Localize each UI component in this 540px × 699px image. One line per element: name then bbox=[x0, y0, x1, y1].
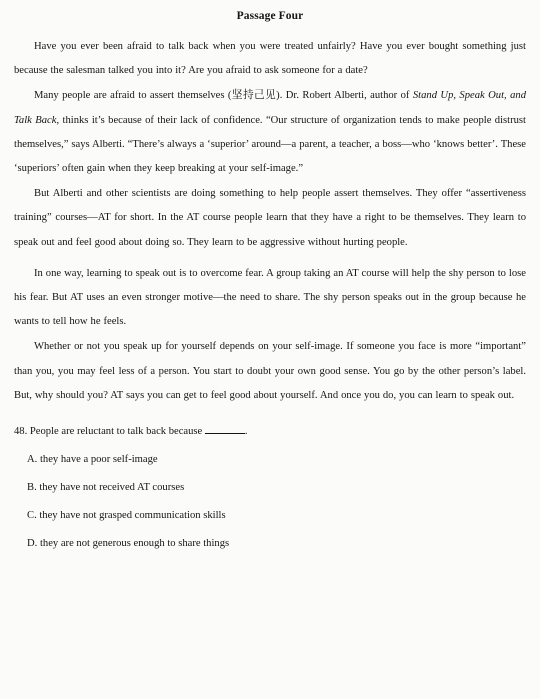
answer-blank bbox=[205, 423, 245, 434]
question-stem: 48. People are reluctant to talk back because bbox=[14, 426, 203, 438]
question-48 bbox=[14, 420, 526, 444]
paragraph-5: Whether or not you speak up for yourself depends on your self-image. If someone you face is more “important” than you, you may feel less of a person. You start to doubt your own good sense. You go by the other person’s label. But, why should you? AT says you can get to feel good about yourself. And once you do, you can learn to speak out. bbox=[14, 341, 526, 401]
paragraph-1: Have you ever been afraid to talk back when you were treated unfairly? Have you ever bought something just because the salesman talked you into it? Are you afraid to ask someone for a date? bbox=[14, 41, 526, 77]
paragraph-3: But Alberti and other scientists are doing something to help people assert themselves. They offer “assertiveness training” courses—AT for short. In the AT course people learn that they have a right to be themselves. They learn to speak out and feel good about doing so. They learn to be aggressive without hurting people. bbox=[14, 188, 526, 248]
option-b: B. they have not received AT courses bbox=[27, 482, 185, 494]
book-title: Stand Up, Speak Out, and Talk Back bbox=[14, 90, 526, 126]
option-c: C. they have not grasped communication skills bbox=[27, 510, 226, 522]
paragraph-2-text-after: , thinks it’s because of their lack of confidence. “Our structure of organization tends to make people distrust themselves,” says Alberti. “There’s always a ‘superior’ around—a parent, a teacher, a boss—who ‘knows better’. These ‘superiors’ often gain when they keep breaking at your self-image.” bbox=[14, 114, 526, 175]
paragraph-4: In one way, learning to speak out is to overcome fear. A group taking an AT course will help the shy person to lose his fear. But AT uses an even stronger motive—the need to share. The shy person speaks out in the group because he wants to tell how he feels. bbox=[14, 267, 526, 328]
passage-title: Passage Four bbox=[236, 10, 304, 22]
paragraph-2-text-before: Many people are afraid to assert themselves (坚持己见). Dr. Robert Alberti, author of bbox=[34, 90, 413, 102]
option-a: A. they have a poor self-image bbox=[27, 454, 158, 466]
option-d: D. they are not generous enough to share things bbox=[27, 538, 230, 550]
question-end: . bbox=[244, 426, 248, 438]
paragraph-2 bbox=[14, 84, 526, 181]
